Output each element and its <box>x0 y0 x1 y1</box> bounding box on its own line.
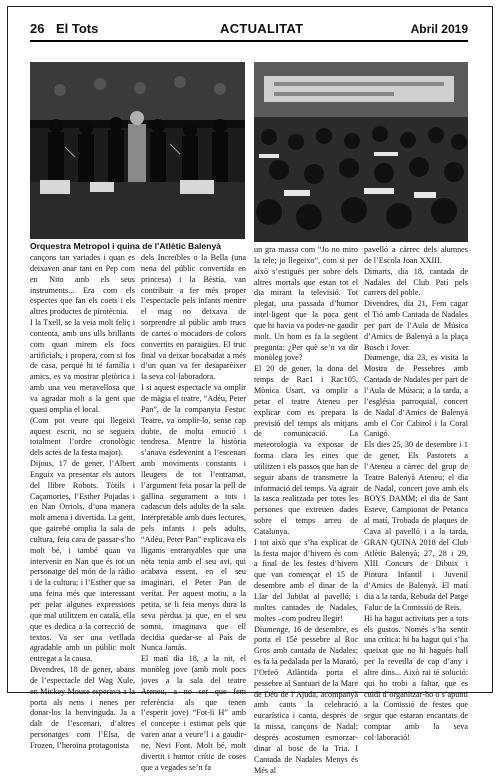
text-column-1 <box>30 253 135 750</box>
col1-para-3: (Com pot veure qui llegeixi aquest escrit, no se segueix totalment l’ordre cronològic dels actes de la festa major). <box>30 415 135 458</box>
photo-caption: Orquestra Metropol i quina de l’Atlètic Balenyà <box>30 241 222 251</box>
col2-para-1: dels Increïbles o la Bella (una nena del públic convertida en princesa) i la Bèstia, van contribuir a fer més proper l’espectacle pels infants mentre el mag no deixava de sorprendre al públic amb trucs de cartes o mocadors de colors convertits en paraigües. El truc final va deixar bocabadat a més d’un quan va fer desaparèixer la seva col·laboradora. <box>141 253 246 382</box>
text-column-4 <box>364 245 468 742</box>
orchestra-photo <box>30 62 245 239</box>
col1-para-2: I la Txell, se la veia molt feliç i contenta, amb uns ulls brillants com quan mirem els focs artificials, i propera, com si fos de casa, perquè hi té família i amics, es va mostrar pletòrica i amb una veu meravellosa que va agradar molt a la gent que quasi omplia el local. <box>30 318 135 414</box>
section-title: ACTUALITAT <box>220 21 304 36</box>
col1-para-1: cançons tan variades i quan es deixaven anar tant en Pep com en Nito amb els seus instruments... Era com els espectes que fan els coets i els altres productes de pirotècnia. <box>30 253 135 317</box>
text-column-2 <box>141 253 246 772</box>
col3-para-3: I tot això que s’ha explicat de la festa major d’hivern és com a final de les festes d’hivern que van començar el 15 de desembre amb el dinar de la Llar del Jubilat al pavelló; i moltes cantades de Nadales, moltes –com podreu llegir! <box>254 537 358 623</box>
text-column-3 <box>254 245 358 775</box>
bingo-photo <box>254 62 468 242</box>
col2-para-3: El matí dia 18, a la nit, el monòleg jove (amb molt pocs joves a la sala del teatre Ateneu, a no ser que fem referència als que tenen l’esperit jove) “Fot-li H” amb el concepte i estimat pels que varen anar a veure’l i a gaudir-ne, Nevi Font. Molt bé, molt divertit i humor crític de coses que a vegades se’n fa <box>141 654 246 772</box>
col4-para-3: Divendres, dia 21, Fem cagar el Tió amb Cantada de Nadales per part de l’Aula de Música d’Amics de Balenyà a la plaça Bosch i Jover. <box>364 299 468 352</box>
col4-para-4: Diumenge, dia 23, es visita la Mostra de Pessebres amb Cantada de Nadales per part de l’Aula de Música; a la tarda, a l’església parroquial, concert de Nadal d’Amics de Balenyà amb el Cor Cabirol i la Coral Canigó. <box>364 353 468 439</box>
col3-para-4: Diumenge, 16 de desembre, es porta el 15è pessebre al Roc Gros amb cantada de Nadales; es fa la pedalada per la Marató, l’Orfeó Atlàntida porta el pessebre al Santuari de la Mare de Déu de l’Ajuda, acompanyà amb cants la celebració eucarística i canta, després de la missa, cançons de Nadal; després acostumen esmorzar-dinar al bosc de la Tria. I Cantada de Nadales Menys és Més al <box>254 624 358 775</box>
publication-name: El Tots <box>56 21 99 36</box>
col3-para-1: un gra massa com “Jo no miro la tele; jo llegeixo”, com si per això s’estigués per sobre dels altres mortals que estan tot el dia mirant la televisió. Tot plegat, una passada d’humor intel·ligent que la poca gent que hi havia va poder-ne gaudir molt. Un hom es fa la següent pregunta: ¿Per què se’n va dir monòleg jove? <box>254 245 358 363</box>
issue-date: Abril 2019 <box>410 22 468 36</box>
col1-para-5: Divendres, 18 de gener, abans de l’espectacle del Wag Xule, en Mickey Mouse esperava a la porta als nens i nenes per donar-los la benvinguda. Ja a dalt de l’escenari, d’altres personatges com l’Elsa, de Frozen, l’heroïna protagonista <box>30 665 135 750</box>
col1-para-4: Dijous, 17 de gener, l’Albert Enguix va presentar els autors del llibre Robots. Tòtils i Caçamories, l’Esther Pujadas i en Nan Orriols, d’una manera molt amena i divertida. La gent, que gairebé omplia la sala de cultura, feia cara de passar-s’ho molt bé, i també quan va intervenir en Nan que és tot un personatge del món de la ràdio i de la cultura; i l’Esther que sa una feina més que interessant per pelar algunes expressions que mal utilitzem en català, ella que es dedica a la correcció de textos. Va ser una vetllada agradable amb un públic molt entregat a la causa. <box>30 459 135 664</box>
col4-para-1: pavelló a càrrec dels alumnes de l’Escola Joan XXIII. <box>364 245 468 265</box>
col2-para-2: I si aquest espectacle va omplir de màgia el teatre, “Adéu, Peter Pan”, de la companyia Festuc Teatre, va omplir-lo, sense cap dubte, de molta emoció i tendresa. Mentre la història s’anava esdevenint a l’escenari amb moviments constants i lleugers de tot l’entramat, l’argument feia posar la pell de gallina segurament a tots i cadascun dels adults de la sala. Interpretable amb dues lectures, pels infants i pels adults, “Adéu, Peter Pan” explicava els lligams entranyables que una nèta tenia amb el seu avi, qui acabava essent, en el seu imaginari, el Peter Pan de veritat. Per aquest motiu, a la petita, se li feia menys dura la seva pèrdua ja que, en el seu somni, imaginava que ell decidia quedar-se al País de Nunca Jamás. <box>141 383 246 653</box>
header-rule <box>30 40 468 42</box>
page-header <box>30 18 468 40</box>
col4-para-6: Hi ha hagut activitats per a tots els gustos. Només s’ha sentit una crítica: hi ha hagut qui s’ha queixat que no hi hagués hall per la revetlla de cap d’any i altre dins... Això rai té solució: qui ho trobi a faltar, que es cuidi d’organitzar-ho o s’apunti a la Comissió de festes que segur que estaran encantats de comptar amb la seva col·laboració! <box>364 613 468 742</box>
page-number: 26 <box>30 21 45 36</box>
col3-para-2: El 20 de gener, la dona del temps de Rac1 i Rac105, Mònica Usart, va omplir a petar el teatre Ateneu per explicar com es prepara la previsió del temps als mitjans de comunicació. La meteorologia va exposar de forma clara les eines que utilitzen i els passos que han de seguir abans de transmetre la informació del temps. Va agrair la tasca realitzada per totes les persones que extreuen dades sobre el temps arreu de Catalunya. <box>254 364 358 536</box>
col4-para-5: Els dies 25, 30 de desembre i 1 de gener, Els Pastorets a l’Ateneu a càrrec del grup de Teatre Balenyà Ateneu; el dia de Nadal, concert jove amb els BOYS DAMM; el dia de Sant Esteve, Campionat de Petanca al matí, Trobada de plaques de Cava al pavelló i a la tarda, GRAN QUINA 2018 del Club Atlètic Balenyà; 27, 28 i 29, XIII Concurs de Dibuix i Pintura Infantil i Juvenil d’Amics de Balenyà. El matí dia a la tarda, Rebuda del Patge Faluc de la Comissió de Reis. <box>364 440 468 612</box>
col4-para-2: Dimarts, dia 18, cantada de Nadales del Club Patí pels carrers del poble. <box>364 266 468 298</box>
